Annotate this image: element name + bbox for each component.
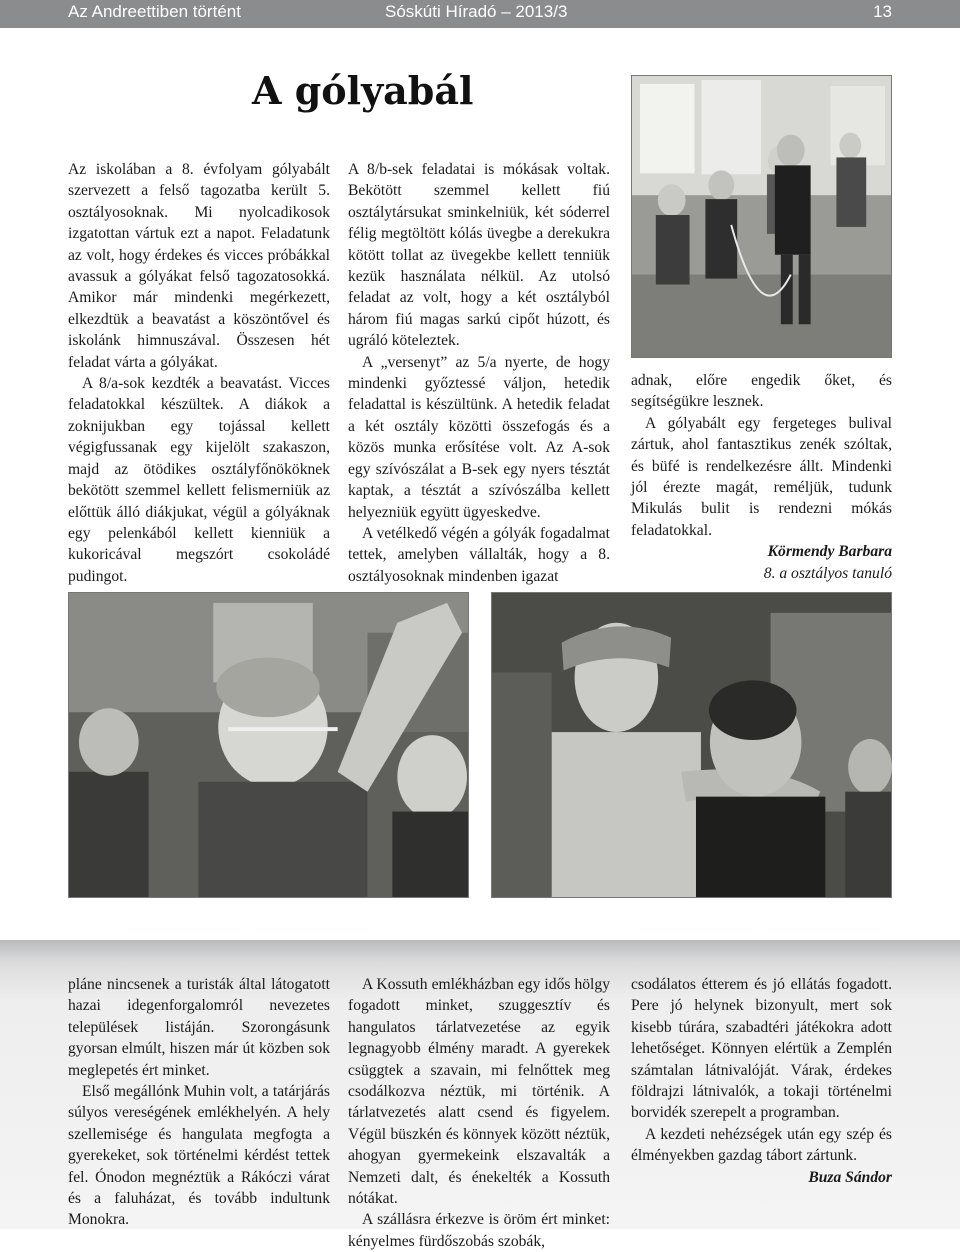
paragraph: csodálatos étterem és jó ellátás fogadott. Pere jó helynek bizonyult, mert sok kisebb túrára, szabadtéri játékokra adott lehetőséget. Könnyen elértük a Zemplén számtalan látnivalóját. Várak, érdekes földrajzi látnivalók, a tokaji történelmi borvidék szerepelt a programban. (631, 976, 892, 1122)
paragraph: A Kossuth emlékházban egy idős hölgy fogadott minket, szuggesztív és hangulatos tárlatvezetése az egyik legnagyobb élmény maradt. A gyerekek csüggtek a szavain, mi felnőttek meg csodálkozva néztük, mi történik. A tárlatvezetés alatt csend és figyelem. Végül büszkén és könnyek között néztük, ahogyan gyermekeink elszavalták a Nemzeti dalt, és énekelték a Kossuth nótákat. (348, 976, 610, 1208)
paragraph: adnak, előre engedik őket, és segítségükre lesznek. (631, 372, 892, 411)
page-number: 13 (873, 2, 892, 21)
article-column-1 (68, 159, 330, 587)
paragraph: Első megállónk Muhin volt, a tatárjárás súlyos vereségének emlékhelyén. A hely szellemisége és hangulata megfogta a gyerekeket, sok történelmi kérdést tettek fel. Ónodon megnéztük a Rákóczi várat és a faluházat, és tovább indultunk Monokra. (68, 1083, 330, 1229)
paragraph: Az iskolában a 8. évfolyam gólyabált szervezett a felső tagozatba került 5. osztályosoknak. Mi nyolcadikosok izgatottan vártuk ezt a napot. Feladatunk az volt, hogy érdekes és vicces próbákkal avassuk a gólyákat felső tagozatosokká. Amikor már mindenki megérkezett, elkezdtük a beavatást a köszöntővel és iskolánk himnuszával. Összesen hét feladat várta a gólyákat. (68, 161, 330, 371)
bottom-column-3 (631, 974, 892, 1188)
publication-name: Sóskúti Híradó – 2013/3 (385, 2, 568, 21)
paragraph: A „versenyt” az 5/a nyerte, de hogy mindenki győztessé váljon, hetedik feladattal is készültünk. A hetedik feladat a két osztály közötti összefogás és a közös munka erősítése volt. Az A-sok egy szívószálat a B-sek egy nyers tésztát kaptak, a tésztát a szívószálba kellett helyezniük együtt ügyeskedve. (348, 353, 610, 521)
author-role: 8. a osztályos tanuló (763, 564, 892, 582)
paragraph: A gólyabált egy fergeteges bulival zártuk, ahol fantasztikus zenék szóltak, és büfé is rendelkezésre állt. Mindenki jól érezte magát, reméljük, tudunk Mikulás bulit is rendezni mókás feladatokkal. (631, 414, 892, 539)
author-name: Buza Sándor (808, 1168, 892, 1186)
photo-blindfolded-teacher (491, 592, 892, 898)
paragraph: A 8/a-sok kezdték a beavatást. Vicces feladatokkal készültek. A diákok a zoknijukban egy tojással kellett végigfussanak egy kijelölt szakaszon, majd az ötödikes osztályfőnököknek bekötött szemmel kellett felismerniük az előttük álló diákjukat, végül a gólyáknak egy pelenkából kellett kienniük a kukoricával megszórt csokoládé pudingot. (68, 375, 330, 585)
author-name: Körmendy Barbara (767, 543, 892, 561)
photo-students-jumping-rope (631, 75, 892, 358)
paragraph: A kezdeti nehézségek után egy szép és élményekben gazdag tábort zártunk. (631, 1125, 892, 1165)
article-title: A gólyabál (252, 68, 474, 113)
photo-boy-with-straw (68, 592, 469, 898)
section-name: Az Andreettiben történt (68, 2, 241, 21)
paragraph: A 8/b-sek feladatai is mókásak voltak. Bekötött szemmel kellett fiú osztálytársukat sminkelniük, két sóderrel félig megtöltött kólás üvegbe a derekukra kötött tollat az üvegekbe kellett tenniük kezük használata nélkül. Az utolsó feladat az volt, hogy a két osztályból három fiú magas sarkú cipőt húzott, és ugráló köteleztek. (348, 161, 610, 350)
article-column-2 (348, 159, 610, 587)
paragraph: A vetélkedő végén a gólyák fogadalmat tettek, amelyben vállalták, hogy a 8. osztályosoknak mindenben igazat (348, 524, 610, 585)
bottom-column-1 (68, 974, 330, 1231)
bottom-column-2 (348, 974, 610, 1252)
paragraph: pláne nincsenek a turisták által látogatott hazai idegenforgalomról nevezetes települések listáján. Szorongásunk gyorsan elmúlt, hiszen már út közben sok meglepetés ért minket. (68, 976, 330, 1079)
article-column-3 (631, 370, 892, 584)
page-header (0, 0, 960, 28)
paragraph: A szállásra érkezve is öröm ért minket: kényelmes fürdőszobás szobák, (348, 1211, 610, 1250)
